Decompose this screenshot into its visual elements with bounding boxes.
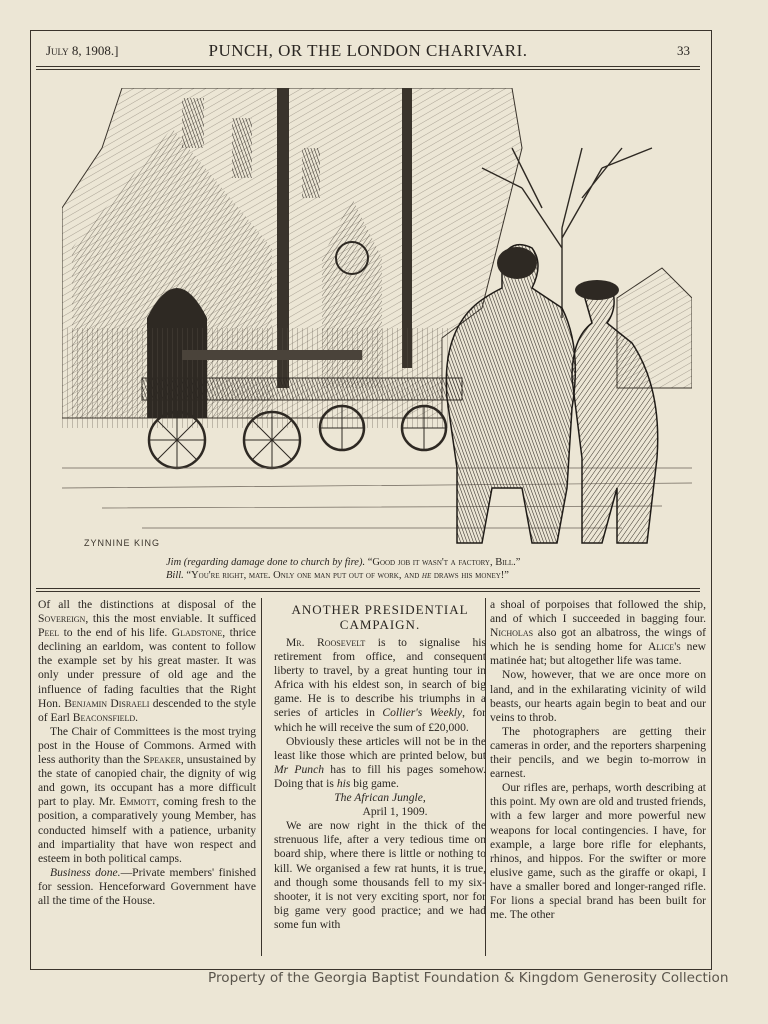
- caption-quote-bill-a: “You're right, mate. Only one man put out of work, and: [186, 570, 420, 581]
- cartoon-caption: [60, 556, 700, 582]
- dateline-date: April 1, 1909.: [362, 805, 428, 819]
- header-page-number: 33: [677, 43, 690, 58]
- cartoon-illustration: [62, 88, 692, 556]
- section-rule-bottom: [36, 591, 700, 592]
- paragraph: a shoal of porpoises that followed the ship, and of which I succeeded in bagging four. Nicholas also got an albatross, the wings of which he is sending home for Alice's new matinée hat; but altogether life was tame.: [490, 598, 706, 668]
- artist-signature: ZYNNINE KING: [84, 538, 161, 548]
- paragraph: The photographers are getting their cameras in order, and the reporters sharpening their pencils, and we begin to-morrow in earnest.: [490, 724, 706, 781]
- caption-quote-bill-he: he: [421, 570, 432, 581]
- paragraph: We are now right in the thick of the strenuous life, after a very tedious time on board ship, where there is little or nothing to kill. We organised a few rat hunts, it is true, and though some thousands fell to my six-shooter, it is not very exciting sport, nor for big game very good practice; and we had some fun with: [274, 819, 486, 931]
- caption-speaker-bill: Bill.: [166, 570, 184, 581]
- paragraph: Business done.—Private members' finished for session. Henceforward Government have all the time of the House.: [38, 865, 256, 907]
- dateline-place: The African Jungle,: [334, 791, 426, 805]
- paragraph: The Chair of Committees is the most trying post in the House of Commons. Armed with less authority than the Speaker, unsustained by the state of canopied chair, the dignity of wig and gown, its occupant has a more difficult part to play. Mr. Emmott, coming fresh to the position, a comparatively young Member, has conducted himself with a patience, urbanity and impartiality that have won respect and esteem in both political camps.: [38, 724, 256, 865]
- article-title: ANOTHER PRESIDENTIAL CAMPAIGN.: [291, 602, 469, 632]
- caption-speaker-jim: Jim: [166, 557, 182, 568]
- section-rule-top: [36, 588, 700, 589]
- paragraph: Of all the distinctions at disposal of the Sovereign, this the most enviable. It sufficed Peel to the end of his life. Gladstone, thrice declining an earldom, was content to follow the example set by his great master. It was only under pressure of old age and the influence of fading faculties that the Right Hon. Benjamin Disraeli descended to the style of Earl Beaconsfield.: [38, 598, 256, 724]
- paragraph: Mr. Roosevelt is to signalise his retirement from office, and consequent liberty to travel, by a great hunting tour in Africa with his eldest son, in search of big game. He is to describe his triumphs in a series of articles in Collier's Weekly, for which he will receive the sum of £20,000.: [274, 636, 486, 734]
- column-right: [490, 598, 706, 954]
- caption-quote-jim: “Good job it wasn't a factory, Bill.”: [367, 557, 521, 568]
- paragraph: Obviously these articles will not be in the least like those which are printed below, but Mr Punch has to fill his pages somehow. Doing that is his big game.: [274, 734, 486, 790]
- paragraph: Our rifles are, perhaps, worth describing at this point. My own are old and trusted friends, with a few larger and more powerful new weapons for local contingencies. I have, for example, a large bore rifle for elephants, rhinos, and hippos. For the swifter or more elusive game, such as the giraffe or okapi, I have a smaller bored and longer-ranged rifle. For lions a special brand has been built for me. The other: [490, 781, 706, 922]
- header-rule-bottom: [36, 69, 700, 70]
- caption-stage-direction: (regarding damage done to church by fire).: [183, 557, 366, 568]
- header-rule-top: [36, 66, 700, 67]
- cartoon-drawing: [62, 88, 692, 556]
- column-middle: [274, 598, 486, 954]
- caption-quote-bill-b: draws his money!”: [433, 570, 509, 581]
- header-date: July 8, 1908.]: [46, 43, 119, 58]
- article-columns: [38, 598, 710, 954]
- collection-watermark: Property of the Georgia Baptist Foundation & Kingdom Generosity Collection: [208, 970, 729, 986]
- header-title: PUNCH, OR THE LONDON CHARIVARI.: [208, 41, 528, 60]
- column-left: [38, 598, 256, 954]
- paragraph: Now, however, that we are once more on land, and in the exhilarating vicinity of wild beasts, our hearts again begin to beat and our veins to throb.: [490, 668, 706, 724]
- page-header: [36, 40, 700, 64]
